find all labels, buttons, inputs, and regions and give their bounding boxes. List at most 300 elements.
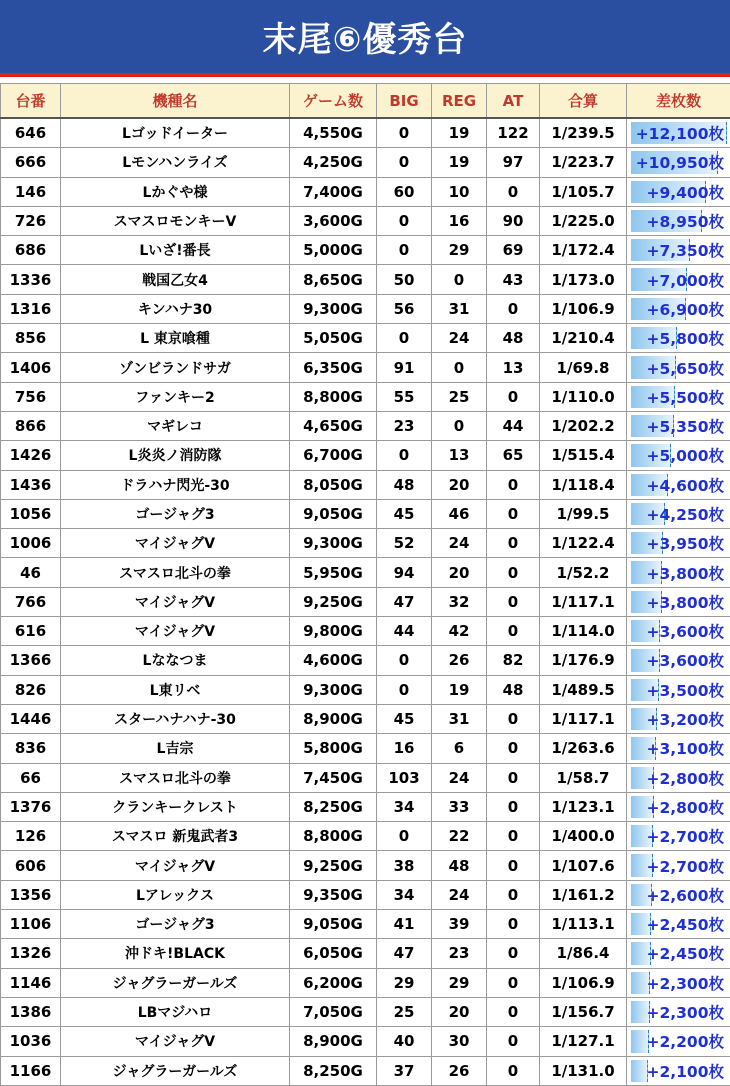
cell-machine-no: 1336 (1, 265, 61, 294)
cell-combined: 1/106.9 (540, 294, 627, 323)
cell-combined: 1/161.2 (540, 880, 627, 909)
cell-big: 48 (377, 470, 432, 499)
cell-reg: 48 (432, 851, 487, 880)
cell-combined: 1/131.0 (540, 1056, 627, 1085)
table-row (1, 997, 730, 1026)
cell-combined: 1/173.0 (540, 265, 627, 294)
cell-machine-no: 1006 (1, 529, 61, 558)
cell-model: Lアレックス (61, 880, 290, 909)
table-row (1, 265, 730, 294)
cell-diff (627, 587, 730, 616)
cell-diff (627, 529, 730, 558)
diff-value: +3,500枚 (646, 682, 724, 700)
table-row (1, 177, 730, 206)
cell-diff (627, 236, 730, 265)
cell-games: 8,900G (290, 704, 377, 733)
cell-reg: 26 (432, 646, 487, 675)
cell-at: 0 (487, 587, 540, 616)
cell-at: 0 (487, 470, 540, 499)
cell-model: ドラハナ閃光-30 (61, 470, 290, 499)
cell-at: 0 (487, 558, 540, 587)
cell-combined: 1/86.4 (540, 939, 627, 968)
cell-model: マイジャグV (61, 587, 290, 616)
table-row (1, 968, 730, 997)
cell-reg: 16 (432, 206, 487, 235)
diff-value: +4,600枚 (646, 477, 724, 495)
cell-model: 戦国乙女4 (61, 265, 290, 294)
cell-games: 3,600G (290, 206, 377, 235)
cell-big: 52 (377, 529, 432, 558)
diff-value: +2,200枚 (646, 1033, 724, 1051)
cell-games: 6,350G (290, 353, 377, 382)
diff-value: +7,000枚 (646, 272, 724, 290)
cell-machine-no: 826 (1, 675, 61, 704)
cell-at: 0 (487, 1056, 540, 1085)
diff-value: +5,350枚 (646, 418, 724, 436)
cell-big: 103 (377, 763, 432, 792)
cell-at: 69 (487, 236, 540, 265)
table-row (1, 382, 730, 411)
cell-big: 47 (377, 587, 432, 616)
cell-reg: 13 (432, 441, 487, 470)
cell-combined: 1/127.1 (540, 1027, 627, 1056)
cell-diff (627, 792, 730, 821)
cell-combined: 1/263.6 (540, 734, 627, 763)
cell-games: 4,250G (290, 148, 377, 177)
cell-at: 0 (487, 382, 540, 411)
cell-machine-no: 606 (1, 851, 61, 880)
diff-value: +2,700枚 (646, 828, 724, 846)
cell-reg: 24 (432, 529, 487, 558)
cell-big: 94 (377, 558, 432, 587)
cell-big: 47 (377, 939, 432, 968)
cell-machine-no: 686 (1, 236, 61, 265)
cell-games: 6,200G (290, 968, 377, 997)
cell-big: 41 (377, 910, 432, 939)
cell-games: 9,300G (290, 675, 377, 704)
cell-at: 0 (487, 880, 540, 909)
cell-reg: 29 (432, 236, 487, 265)
cell-machine-no: 666 (1, 148, 61, 177)
cell-big: 0 (377, 441, 432, 470)
table-row (1, 324, 730, 353)
cell-at: 90 (487, 206, 540, 235)
cell-at: 0 (487, 294, 540, 323)
diff-value: +6,900枚 (646, 301, 724, 319)
cell-reg: 32 (432, 587, 487, 616)
cell-diff (627, 148, 730, 177)
cell-at: 13 (487, 353, 540, 382)
cell-model: Lモンハンライズ (61, 148, 290, 177)
cell-combined: 1/223.7 (540, 148, 627, 177)
cell-at: 0 (487, 910, 540, 939)
cell-games: 7,050G (290, 997, 377, 1026)
table-row (1, 880, 730, 909)
cell-model: LBマジハロ (61, 997, 290, 1026)
table-row (1, 353, 730, 382)
diff-value: +10,950枚 (636, 154, 724, 172)
cell-machine-no: 1356 (1, 880, 61, 909)
cell-combined: 1/176.9 (540, 646, 627, 675)
cell-machine-no: 1376 (1, 792, 61, 821)
diff-value: +2,800枚 (646, 799, 724, 817)
cell-at: 0 (487, 177, 540, 206)
column-header-at: AT (487, 84, 540, 119)
cell-machine-no: 616 (1, 617, 61, 646)
cell-games: 5,950G (290, 558, 377, 587)
cell-big: 56 (377, 294, 432, 323)
diff-value: +2,100枚 (646, 1063, 724, 1081)
cell-combined: 1/489.5 (540, 675, 627, 704)
diff-value: +3,600枚 (646, 652, 724, 670)
table-row (1, 499, 730, 528)
cell-reg: 19 (432, 118, 487, 148)
cell-at: 0 (487, 529, 540, 558)
cell-big: 45 (377, 499, 432, 528)
cell-games: 8,800G (290, 382, 377, 411)
cell-big: 0 (377, 148, 432, 177)
cell-combined: 1/225.0 (540, 206, 627, 235)
column-header-reg: REG (432, 84, 487, 119)
cell-diff (627, 734, 730, 763)
cell-at: 0 (487, 704, 540, 733)
diff-value: +5,650枚 (646, 360, 724, 378)
diff-value: +5,000枚 (646, 447, 724, 465)
column-header-games: ゲーム数 (290, 84, 377, 119)
cell-combined: 1/99.5 (540, 499, 627, 528)
cell-games: 4,600G (290, 646, 377, 675)
table-row (1, 558, 730, 587)
cell-combined: 1/239.5 (540, 118, 627, 148)
cell-model: Lななつま (61, 646, 290, 675)
cell-model: スマスロ 新鬼武者3 (61, 822, 290, 851)
cell-at: 0 (487, 968, 540, 997)
cell-machine-no: 126 (1, 822, 61, 851)
cell-games: 9,250G (290, 587, 377, 616)
diff-value: +3,800枚 (646, 565, 724, 583)
diff-value: +2,700枚 (646, 858, 724, 876)
cell-reg: 24 (432, 324, 487, 353)
diff-value: +3,200枚 (646, 711, 724, 729)
title-banner (0, 0, 730, 77)
cell-combined: 1/105.7 (540, 177, 627, 206)
cell-reg: 24 (432, 880, 487, 909)
cell-at: 0 (487, 939, 540, 968)
table-row (1, 939, 730, 968)
table-row (1, 118, 730, 148)
cell-diff (627, 177, 730, 206)
cell-machine-no: 66 (1, 763, 61, 792)
cell-machine-no: 866 (1, 411, 61, 440)
cell-reg: 19 (432, 675, 487, 704)
cell-big: 0 (377, 822, 432, 851)
cell-at: 48 (487, 675, 540, 704)
cell-diff (627, 118, 730, 148)
cell-diff (627, 880, 730, 909)
cell-at: 0 (487, 499, 540, 528)
cell-big: 16 (377, 734, 432, 763)
table-body (1, 118, 730, 1085)
cell-reg: 0 (432, 353, 487, 382)
column-header-big: BIG (377, 84, 432, 119)
cell-at: 0 (487, 851, 540, 880)
cell-reg: 42 (432, 617, 487, 646)
column-header-diff: 差枚数 (627, 84, 730, 119)
cell-machine-no: 1316 (1, 294, 61, 323)
cell-reg: 25 (432, 382, 487, 411)
table-row (1, 910, 730, 939)
cell-big: 37 (377, 1056, 432, 1085)
diff-value: +12,100枚 (636, 125, 724, 143)
cell-model: ゴージャグ3 (61, 499, 290, 528)
cell-diff (627, 411, 730, 440)
cell-games: 8,900G (290, 1027, 377, 1056)
cell-machine-no: 1366 (1, 646, 61, 675)
cell-model: マイジャグV (61, 529, 290, 558)
cell-model: クランキークレスト (61, 792, 290, 821)
cell-machine-no: 1406 (1, 353, 61, 382)
cell-diff (627, 704, 730, 733)
cell-model: ジャグラーガールズ (61, 968, 290, 997)
cell-big: 23 (377, 411, 432, 440)
cell-machine-no: 1036 (1, 1027, 61, 1056)
cell-reg: 31 (432, 294, 487, 323)
cell-model: 沖ドキ!BLACK (61, 939, 290, 968)
cell-big: 44 (377, 617, 432, 646)
cell-games: 9,300G (290, 529, 377, 558)
cell-games: 8,250G (290, 1056, 377, 1085)
cell-model: キンハナ30 (61, 294, 290, 323)
cell-big: 0 (377, 206, 432, 235)
table-row (1, 704, 730, 733)
cell-reg: 23 (432, 939, 487, 968)
cell-model: スターハナハナ-30 (61, 704, 290, 733)
cell-at: 0 (487, 822, 540, 851)
table-row (1, 675, 730, 704)
cell-model: マイジャグV (61, 617, 290, 646)
results-table (0, 83, 730, 1086)
cell-model: ゾンビランドサガ (61, 353, 290, 382)
cell-combined: 1/210.4 (540, 324, 627, 353)
cell-machine-no: 1166 (1, 1056, 61, 1085)
cell-games: 5,050G (290, 324, 377, 353)
cell-games: 8,050G (290, 470, 377, 499)
cell-machine-no: 1386 (1, 997, 61, 1026)
cell-games: 9,250G (290, 851, 377, 880)
table-row (1, 148, 730, 177)
cell-games: 9,300G (290, 294, 377, 323)
cell-model: L炎炎ノ消防隊 (61, 441, 290, 470)
cell-at: 82 (487, 646, 540, 675)
cell-big: 45 (377, 704, 432, 733)
cell-big: 0 (377, 675, 432, 704)
table-row (1, 646, 730, 675)
cell-at: 44 (487, 411, 540, 440)
cell-big: 0 (377, 646, 432, 675)
cell-reg: 20 (432, 997, 487, 1026)
cell-model: L 東京喰種 (61, 324, 290, 353)
cell-diff (627, 353, 730, 382)
cell-reg: 30 (432, 1027, 487, 1056)
cell-model: スマスロ北斗の拳 (61, 558, 290, 587)
cell-big: 25 (377, 997, 432, 1026)
cell-combined: 1/515.4 (540, 441, 627, 470)
cell-machine-no: 46 (1, 558, 61, 587)
cell-at: 0 (487, 1027, 540, 1056)
cell-games: 9,350G (290, 880, 377, 909)
diff-value: +3,600枚 (646, 623, 724, 641)
cell-machine-no: 1326 (1, 939, 61, 968)
cell-combined: 1/118.4 (540, 470, 627, 499)
cell-combined: 1/172.4 (540, 236, 627, 265)
cell-games: 4,650G (290, 411, 377, 440)
cell-model: ゴージャグ3 (61, 910, 290, 939)
cell-games: 6,700G (290, 441, 377, 470)
cell-big: 91 (377, 353, 432, 382)
cell-machine-no: 1446 (1, 704, 61, 733)
cell-model: スマスロモンキーV (61, 206, 290, 235)
cell-games: 9,050G (290, 499, 377, 528)
cell-reg: 46 (432, 499, 487, 528)
diff-value: +3,800枚 (646, 594, 724, 612)
cell-machine-no: 856 (1, 324, 61, 353)
cell-games: 9,050G (290, 910, 377, 939)
cell-reg: 20 (432, 558, 487, 587)
cell-games: 8,650G (290, 265, 377, 294)
cell-machine-no: 1056 (1, 499, 61, 528)
cell-at: 0 (487, 792, 540, 821)
cell-big: 60 (377, 177, 432, 206)
column-header-model: 機種名 (61, 84, 290, 119)
cell-reg: 26 (432, 1056, 487, 1085)
cell-games: 5,800G (290, 734, 377, 763)
table-row (1, 822, 730, 851)
diff-value: +2,600枚 (646, 887, 724, 905)
cell-games: 7,450G (290, 763, 377, 792)
cell-model: ファンキー2 (61, 382, 290, 411)
column-header-machine-no: 台番 (1, 84, 61, 119)
cell-big: 29 (377, 968, 432, 997)
table-row (1, 206, 730, 235)
cell-big: 0 (377, 118, 432, 148)
diff-value: +9,400枚 (646, 184, 724, 202)
cell-diff (627, 851, 730, 880)
cell-model: Lいざ!番長 (61, 236, 290, 265)
cell-diff (627, 1027, 730, 1056)
cell-diff (627, 968, 730, 997)
cell-diff (627, 675, 730, 704)
diff-value: +3,100枚 (646, 740, 724, 758)
cell-at: 0 (487, 734, 540, 763)
cell-machine-no: 1426 (1, 441, 61, 470)
cell-combined: 1/123.1 (540, 792, 627, 821)
table-row (1, 851, 730, 880)
diff-value: +8,950枚 (646, 213, 724, 231)
cell-big: 0 (377, 236, 432, 265)
cell-big: 40 (377, 1027, 432, 1056)
cell-reg: 10 (432, 177, 487, 206)
cell-combined: 1/107.6 (540, 851, 627, 880)
cell-diff (627, 499, 730, 528)
cell-combined: 1/400.0 (540, 822, 627, 851)
cell-reg: 20 (432, 470, 487, 499)
page-title: 末尾⑥優秀台 (263, 12, 468, 61)
cell-combined: 1/156.7 (540, 997, 627, 1026)
cell-big: 55 (377, 382, 432, 411)
cell-diff (627, 265, 730, 294)
cell-combined: 1/117.1 (540, 587, 627, 616)
cell-reg: 31 (432, 704, 487, 733)
cell-games: 7,400G (290, 177, 377, 206)
table-row (1, 294, 730, 323)
table-row (1, 763, 730, 792)
cell-games: 6,050G (290, 939, 377, 968)
cell-model: L吉宗 (61, 734, 290, 763)
cell-big: 34 (377, 880, 432, 909)
diff-value: +4,250枚 (646, 506, 724, 524)
cell-at: 122 (487, 118, 540, 148)
cell-model: マギレコ (61, 411, 290, 440)
cell-combined: 1/106.9 (540, 968, 627, 997)
cell-at: 43 (487, 265, 540, 294)
table-row (1, 1056, 730, 1085)
diff-value: +5,800枚 (646, 330, 724, 348)
cell-machine-no: 766 (1, 587, 61, 616)
table-row (1, 411, 730, 440)
cell-big: 34 (377, 792, 432, 821)
cell-combined: 1/117.1 (540, 704, 627, 733)
cell-games: 8,250G (290, 792, 377, 821)
diff-value: +2,450枚 (646, 916, 724, 934)
cell-diff (627, 382, 730, 411)
cell-combined: 1/114.0 (540, 617, 627, 646)
cell-machine-no: 146 (1, 177, 61, 206)
table-row (1, 529, 730, 558)
cell-reg: 33 (432, 792, 487, 821)
cell-reg: 39 (432, 910, 487, 939)
cell-model: スマスロ北斗の拳 (61, 763, 290, 792)
column-header-combined: 合算 (540, 84, 627, 119)
cell-combined: 1/122.4 (540, 529, 627, 558)
cell-big: 50 (377, 265, 432, 294)
table-row (1, 587, 730, 616)
cell-reg: 22 (432, 822, 487, 851)
cell-at: 65 (487, 441, 540, 470)
cell-diff (627, 206, 730, 235)
cell-games: 8,800G (290, 822, 377, 851)
cell-diff (627, 646, 730, 675)
cell-reg: 6 (432, 734, 487, 763)
diff-value: +5,500枚 (646, 389, 724, 407)
cell-diff (627, 910, 730, 939)
cell-diff (627, 997, 730, 1026)
diff-value: +2,450枚 (646, 945, 724, 963)
cell-machine-no: 646 (1, 118, 61, 148)
cell-machine-no: 756 (1, 382, 61, 411)
table-row (1, 1027, 730, 1056)
table-row (1, 734, 730, 763)
cell-model: マイジャグV (61, 1027, 290, 1056)
cell-combined: 1/110.0 (540, 382, 627, 411)
table-row (1, 617, 730, 646)
cell-reg: 0 (432, 265, 487, 294)
cell-combined: 1/58.7 (540, 763, 627, 792)
cell-at: 0 (487, 763, 540, 792)
cell-diff (627, 822, 730, 851)
cell-at: 0 (487, 617, 540, 646)
cell-diff (627, 294, 730, 323)
table-row (1, 470, 730, 499)
